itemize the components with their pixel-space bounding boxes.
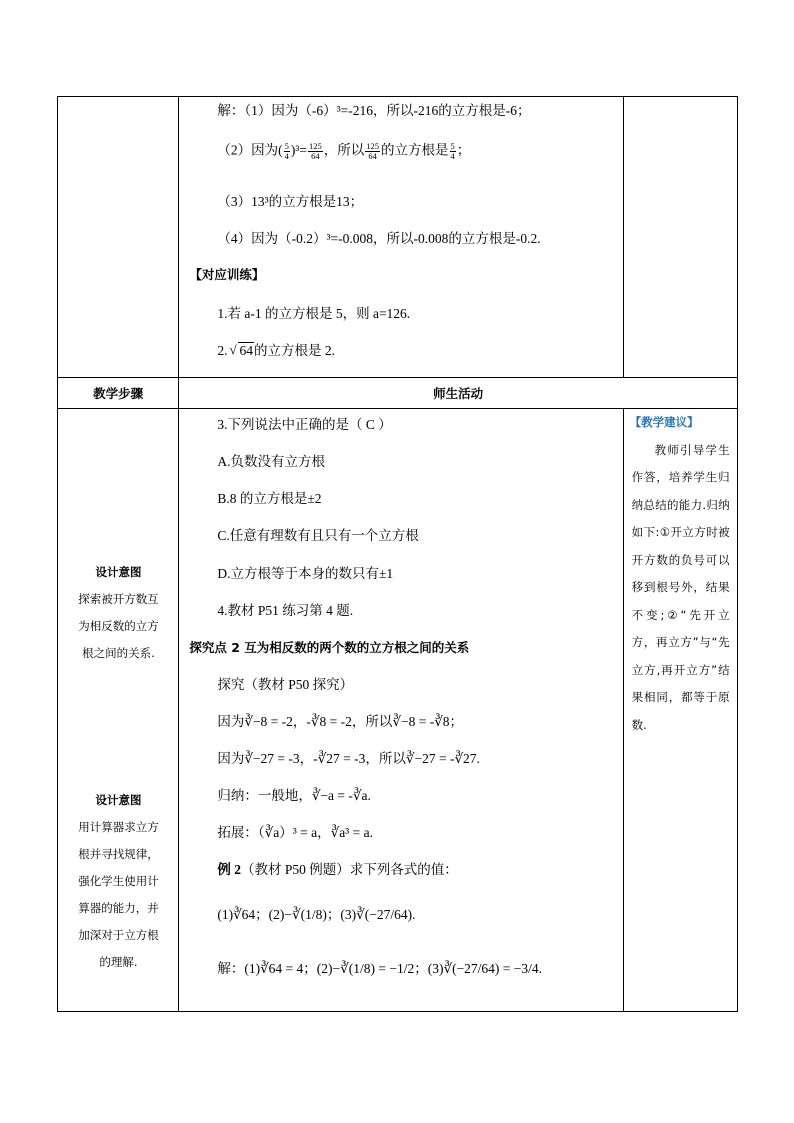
question-4: 4.教材 P51 练习第 4 题. [217, 603, 354, 618]
solution-cell [179, 97, 623, 378]
top-right-cell [623, 97, 737, 378]
solution-line-1: 解：（1）因为（-6）³=-216，所以-216的立方根是-6； [217, 103, 531, 118]
explore-line: 探究（教材 P50 探究） [217, 677, 354, 692]
numerator: 5 [284, 141, 289, 151]
solution-line-2 [217, 142, 470, 161]
summary-line: 归纳：一般地，∛−a = -∛a. [217, 788, 371, 803]
teaching-suggestion [624, 409, 738, 739]
table-row [58, 97, 738, 378]
design-intent-line: 算器的能力，并 [78, 901, 159, 915]
header-activities: 师生活动 [179, 378, 738, 409]
training-item-2 [217, 343, 335, 359]
text: （2）因为( [217, 142, 283, 158]
explore-title: 探究点 2 互为相反数的两个数的立方根之间的关系 [189, 640, 470, 655]
suggestion-cell [623, 409, 737, 1012]
fraction [450, 142, 456, 161]
fraction [308, 142, 323, 161]
fraction [284, 142, 290, 161]
example-2-title [217, 862, 457, 878]
top-left-cell [58, 97, 179, 378]
option-d: D.立方根等于本身的数只有±1 [217, 566, 394, 581]
design-intent-title: 设计意图 [95, 565, 142, 579]
lesson-table [57, 96, 738, 1012]
denominator: 4 [450, 151, 455, 161]
design-intent-cell [58, 409, 179, 1012]
table-header-row [58, 378, 738, 409]
text: 的立方根是 2. [253, 343, 335, 358]
design-intent-line: 加深对于立方根 [78, 928, 159, 942]
design-intent-2 [58, 787, 179, 976]
extend-line: 拓展：（∛a）³ = a，∛a³ = a. [217, 825, 373, 840]
suggestion-title: 【教学建议】 [629, 415, 699, 429]
sqrt-radical [227, 343, 254, 359]
activities-cell [179, 409, 623, 1012]
text: )³= [290, 142, 308, 158]
cube-root-27-line: 因为∛−27 = -3，-∛27 = -3，所以∛−27 = -∛27. [217, 751, 480, 766]
text: 的立方根是 [381, 142, 449, 158]
design-intent-line: 的理解. [99, 955, 138, 969]
training-title: 【对应训练】 [189, 267, 265, 282]
example-answer: 解：(1)∛64 = 4；(2)−∛(1/8) = −1/2；(3)∛(−27/64) = −3/4. [217, 961, 543, 976]
solution-line-3: （3）13³的立方根是13； [217, 194, 364, 209]
header-teaching-steps: 教学步骤 [58, 378, 179, 409]
option-a: A.负数没有立方根 [217, 454, 325, 469]
design-intent-line: 根并寻找规律， [78, 847, 159, 861]
design-intent-line: 用计算器求立方 [78, 820, 159, 834]
option-b: B.8 的立方根是±2 [217, 491, 322, 506]
fraction [365, 142, 380, 161]
question-3: 3.下列说法中正确的是（ C ） [217, 417, 392, 432]
design-intent-line: 为相反数的立方 [78, 619, 159, 633]
example-text: （教材 P50 例题）求下列各式的值： [240, 862, 458, 877]
example-label: 例 2 [217, 862, 241, 877]
text: ，所以 [323, 142, 365, 158]
example-items: (1)∛64；(2)−∛(1/8)；(3)∛(−27/64). [217, 907, 416, 922]
radical-sign-icon: √ [229, 342, 237, 357]
suggestion-text: 教师引导学生作答，培养学生归纳总结的能力.归纳如下:①开立方时被开方数的负号可以移到根号外，结果不变;②“先开立方，再立方”与“先立方,再开立方”结果相同，都等于原数. [631, 442, 730, 732]
design-intent-line: 强化学生使用计 [78, 874, 159, 888]
numerator: 125 [309, 141, 322, 151]
design-intent-line: 探索被开方数互 [78, 592, 159, 606]
option-c: C.任意有理数有且只有一个立方根 [217, 528, 419, 543]
table-row [58, 409, 738, 1012]
text: ； [456, 142, 471, 158]
solution-line-4: （4）因为（-0.2）³=-0.008，所以-0.008的立方根是-0.2. [217, 231, 541, 246]
denominator: 64 [311, 151, 320, 161]
denominator: 4 [284, 151, 289, 161]
design-intent-1 [58, 559, 179, 667]
training-item-1: 1.若 a-1 的立方根是 5，则 a=126. [217, 306, 411, 321]
denominator: 64 [368, 151, 377, 161]
design-intent-title: 设计意图 [95, 793, 142, 807]
text: 2. [217, 343, 228, 358]
radicand: 64 [239, 343, 253, 358]
numerator: 125 [366, 141, 380, 151]
cube-root-8-line: 因为∛−8 = -2，-∛8 = -2，所以∛−8 = -∛8； [217, 714, 464, 729]
numerator: 5 [450, 141, 455, 151]
design-intent-line: 根之间的关系. [82, 646, 155, 660]
